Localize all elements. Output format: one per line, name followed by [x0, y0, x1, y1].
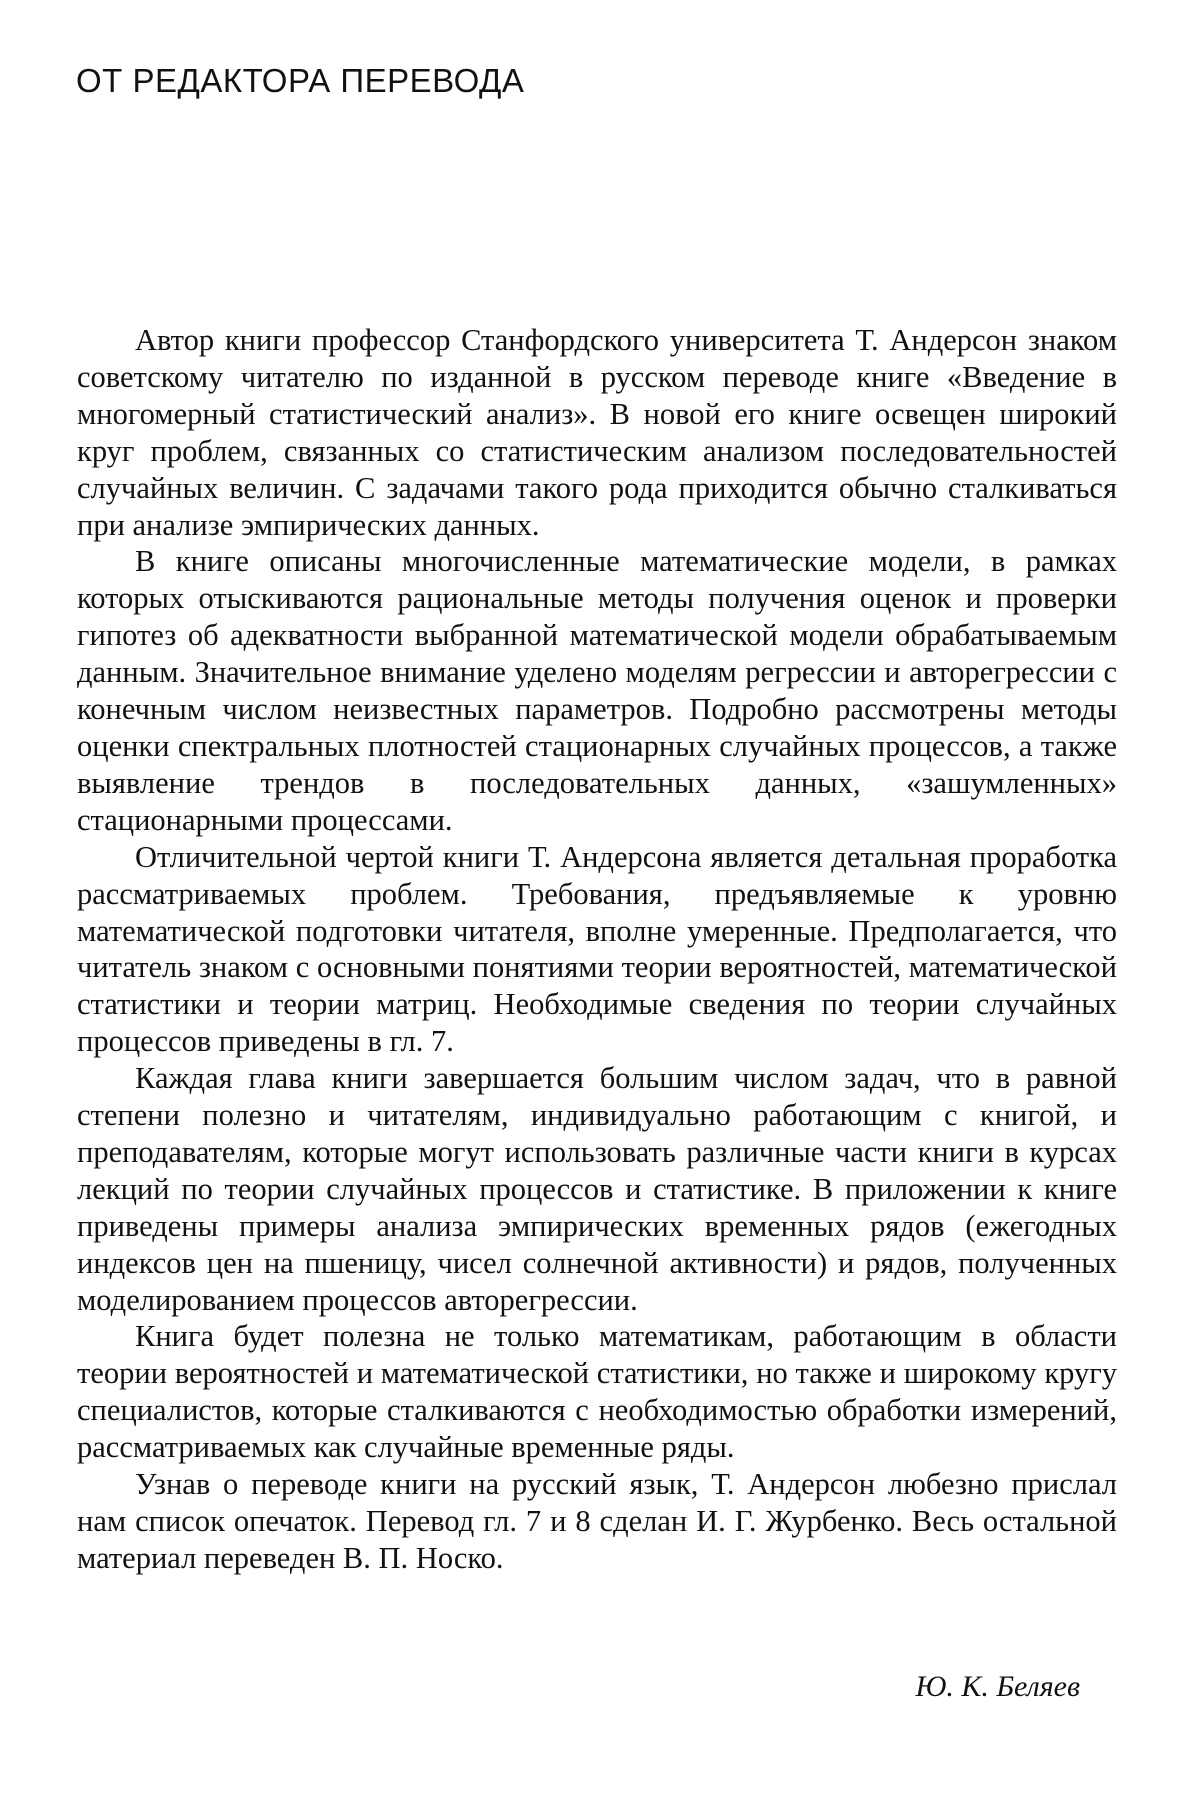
preface-body — [77, 322, 1117, 1577]
paragraph: Каждая глава книги завершается большим числом задач, что в равной степени полезно и читателям, индивидуально работающим с книгой, и преподавателям, которые могут использовать различные части книги в курсах лекций по теории случайных процессов и статистике. В приложении к книге приведены примеры анализа эмпирических временных рядов (ежегодных индексов цен на пшеницу, чисел солнечной активности) и рядов, полученных моделированием процессов авторегрессии. — [77, 1061, 1117, 1317]
paragraph: В книге описаны многочисленные математические модели, в рамках которых отыскиваются рациональные методы получения оценок и проверки гипотез об адекватности выбранной математической модели обрабатываемым данным. Значительное внимание уделено моделям регрессии и авторегрессии с конечным числом неизвестных параметров. Подробно рассмотрены методы оценки спектральных плотностей стационарных случайных процессов, а также выявление трендов в последовательных данных, «зашумленных» стационарными процессами. — [77, 544, 1117, 837]
paragraph: Автор книги профессор Станфордского университета Т. Андерсон знаком советскому читателю по изданной в русском переводе книге «Введение в многомерный статистический анализ». В новой его книге освещен широкий круг проблем, связанных со статистическим анализом последовательностей случайных величин. С задачами такого рода приходится обычно сталкиваться при анализе эмпирических данных. — [77, 323, 1117, 542]
paragraph: Узнав о переводе книги на русский язык, Т. Андерсон любезно прислал нам список опечаток. Перевод гл. 7 и 8 сделан И. Г. Журбенко. Весь остальной материал переведен В. П. Носко. — [77, 1467, 1117, 1575]
editor-signature: Ю. К. Беляев — [915, 1670, 1080, 1703]
paragraph: Отличительной чертой книги Т. Андерсона является детальная проработка рассматриваемых проблем. Требования, предъявляемые к уровню математической подготовки читателя, вполне умеренные. Предполагается, что читатель знаком с основными понятиями теории вероятностей, математической статистики и теории матриц. Необходимые сведения по теории случайных процессов приведены в гл. 7. — [77, 839, 1117, 1059]
paragraph: Книга будет полезна не только математикам, работающим в области теории вероятностей и математической статистики, но также и широкому кругу специалистов, которые сталкиваются с необходимостью обработки измерений, рассматриваемых как случайные временные ряды. — [77, 1319, 1117, 1465]
page-heading: ОТ РЕДАКТОРА ПЕРЕВОДА — [76, 62, 525, 99]
